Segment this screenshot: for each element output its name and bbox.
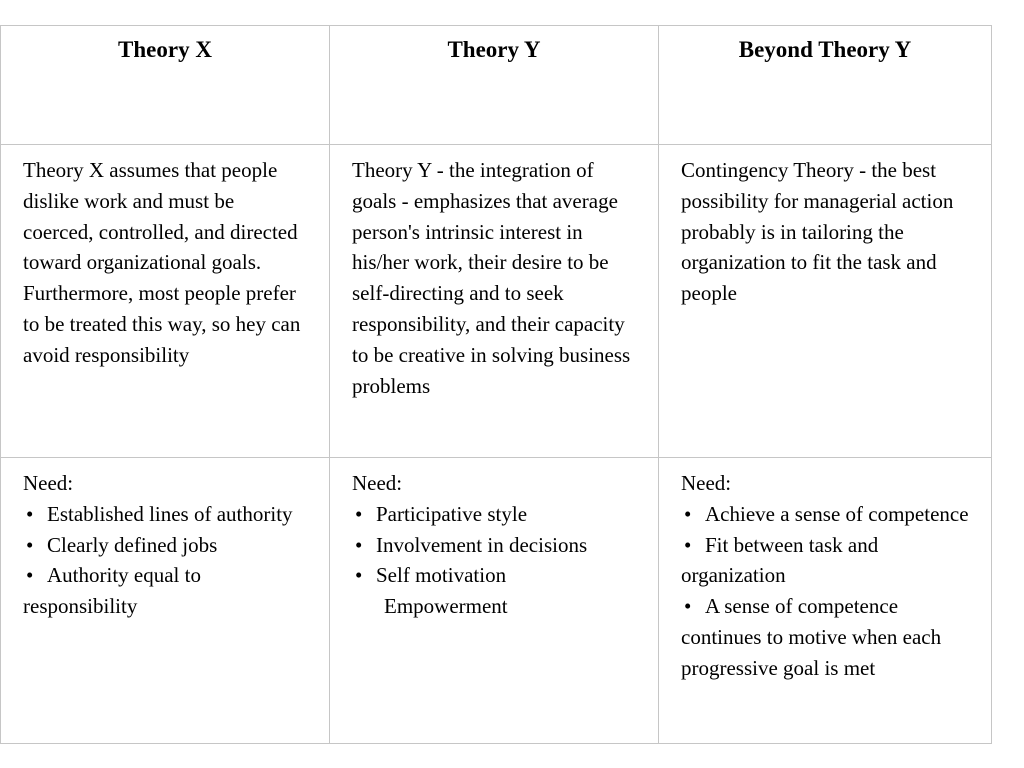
need-item-text: Fit between task and organization — [681, 532, 879, 588]
needs-theory-x — [1, 458, 330, 744]
needs-beyond-theory-y — [659, 458, 992, 744]
need-item-continuation: Empowerment — [384, 594, 508, 619]
need-item — [352, 499, 638, 530]
bullet-icon: • — [355, 563, 363, 588]
needs-row — [1, 458, 992, 744]
need-item-text: Achieve a sense of competence — [705, 501, 969, 526]
need-item — [681, 591, 971, 683]
need-label: Need: — [681, 471, 732, 495]
bullet-icon: • — [26, 501, 34, 526]
bullet-icon: • — [355, 501, 363, 526]
bullet-icon: • — [26, 532, 34, 557]
need-item-text: Established lines of authority — [47, 501, 293, 526]
header-theory-y: Theory Y — [330, 26, 659, 145]
need-label: Need: — [23, 471, 74, 495]
need-item — [23, 499, 309, 530]
bullet-icon: • — [26, 563, 34, 588]
need-item — [352, 560, 638, 591]
header-theory-x: Theory X — [1, 26, 330, 145]
need-item-text: Authority equal to responsibility — [23, 563, 201, 619]
bullet-icon: • — [355, 532, 363, 557]
need-item-text: Participative style — [376, 501, 528, 526]
header-beyond-theory-y: Beyond Theory Y — [659, 26, 992, 145]
theory-comparison-table — [0, 25, 992, 744]
bullet-icon: • — [684, 532, 692, 557]
need-item — [352, 530, 638, 561]
need-item — [681, 530, 971, 592]
description-theory-y: Theory Y - the integration of goals - emphasizes that average person's intrinsic interest in his/her work, their desire to be self-directing and to seek responsibility, and their capacity to be creative in solving business problems — [330, 145, 659, 458]
need-item — [23, 560, 309, 622]
need-item — [681, 499, 971, 530]
need-item-text: Self motivation — [376, 563, 507, 588]
need-item-text: Involvement in decisions — [376, 532, 588, 557]
description-theory-x: Theory X assumes that people dislike work and must be coerced, controlled, and directed toward organizational goals. Furthermore, most people prefer to be treated this way, so hey can avoid responsibility — [1, 145, 330, 458]
description-row — [1, 145, 992, 458]
description-beyond-theory-y: Contingency Theory - the best possibility for managerial action probably is in tailoring the organization to fit the task and people — [659, 145, 992, 458]
header-row — [1, 26, 992, 145]
need-item — [23, 530, 309, 561]
need-item-text: A sense of competence continues to motive when each progressive goal is met — [681, 594, 942, 680]
needs-theory-y — [330, 458, 659, 744]
need-label: Need: — [352, 471, 403, 495]
need-item-text: Clearly defined jobs — [47, 532, 218, 557]
bullet-icon: • — [684, 594, 692, 619]
bullet-icon: • — [684, 501, 692, 526]
